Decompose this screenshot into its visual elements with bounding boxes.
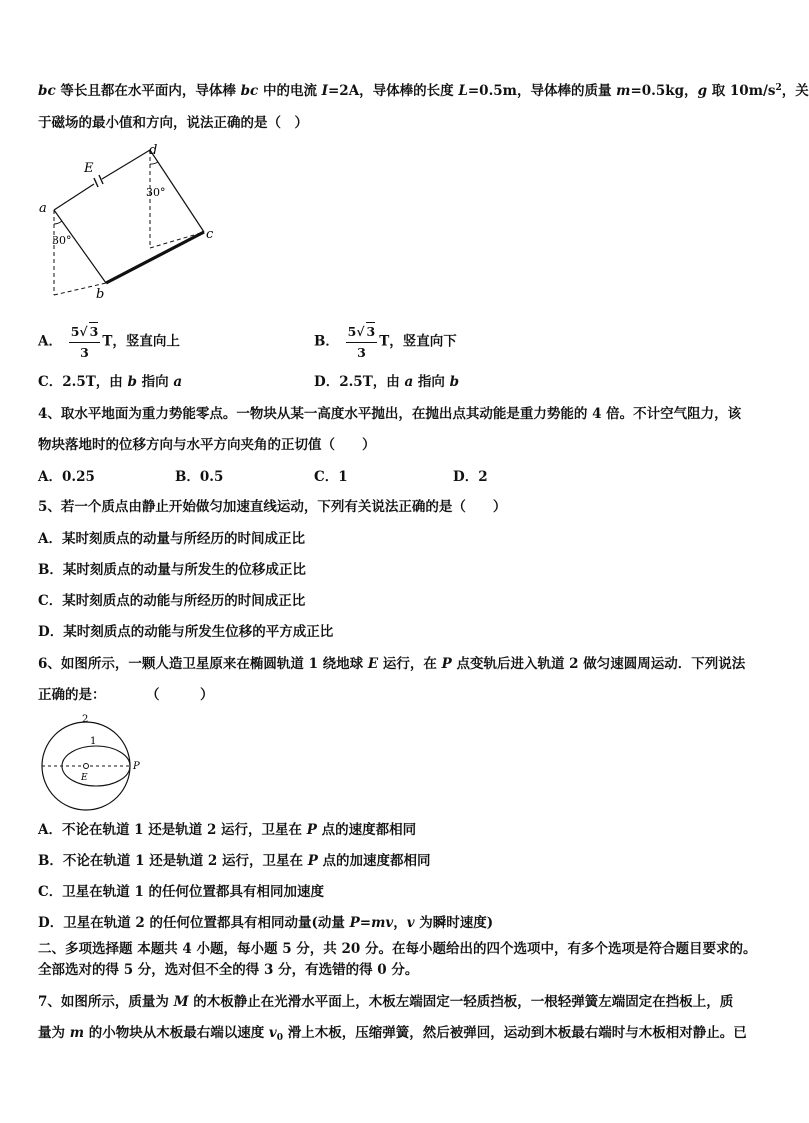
q3-option-b-fraction: $\frac{5√ 3}{3}$ — [347, 324, 376, 360]
q3-label-b: b — [96, 287, 105, 302]
q7-stem-line2: 量为 m 的小物块从木板最右端以速度 $v_0$ 滑上木板，压缩弹簧，然后被弹回，运动到木板最右端时与木板相对静止。已 — [38, 1025, 747, 1043]
q6-label-p: P — [133, 761, 140, 772]
q4-option-c[interactable]: C．1 — [314, 469, 348, 485]
q6-stem-line2: 正确的是： （ ） — [38, 687, 214, 703]
q4-option-a[interactable]: A．0.25 — [38, 469, 95, 485]
q3-label-E: E — [84, 161, 94, 176]
section2-heading-line2: 全部选对的得 5 分，选对但不全的得 3 分，有选错的得 0 分。 — [38, 962, 419, 978]
section2-heading-line1: 二、多项选择题 本题共 4 小题，每小题 5 分，共 20 分。在每小题给出的四个选项中，有多个选项是符合题目要求的。 — [38, 941, 757, 957]
q3-stem-line2: 于磁场的最小值和方向，说法正确的是（ ） — [38, 115, 308, 131]
q6-orbit-figure — [36, 712, 146, 812]
q5-option-c[interactable]: C．某时刻质点的动能与所经历的时间成正比 — [38, 593, 306, 609]
q4-stem-line1: 4、取水平地面为重力势能零点。一物块从某一高度水平抛出，在抛出点其动能是重力势能的 4 倍。不计空气阻力，该 — [38, 406, 742, 422]
q5-option-d[interactable]: D．某时刻质点的动能与所发生位移的平方成正比 — [38, 624, 334, 640]
q3-option-d[interactable]: D．2.5T，由 a 指向 b — [314, 374, 460, 390]
q5-option-b[interactable]: B．某时刻质点的动量与所发生的位移成正比 — [38, 562, 306, 578]
q6-label-orbit1: 1 — [90, 736, 97, 747]
q3-label-a: a — [39, 201, 47, 216]
q6-label-orbit2: 2 — [82, 714, 89, 725]
q3-angle-left: 30° — [52, 234, 72, 247]
q7-stem-line1: 7、如图所示，质量为 M 的木板静止在光滑水平面上，木板左端固定一轻质挡板，一根轻弹簧左端固定在挡板上，质 — [38, 994, 734, 1010]
q3-stem-line1: bc 等长且都在水平面内，导体棒 bc 中的电流 I=2A，导体棒的长度 L=0.5m，导体棒的质量 m=0.5kg，g 取 $10m/s^2$，关 — [38, 83, 809, 99]
q5-option-a[interactable]: A．某时刻质点的动量与所经历的时间成正比 — [38, 531, 305, 547]
q6-option-d[interactable]: D．卫星在轨道 2 的任何位置都具有相同动量(动量 P=mv，v 为瞬时速度) — [38, 915, 494, 931]
q6-label-earth: E — [81, 773, 88, 783]
q6-stem-line1: 6、如图所示，一颗人造卫星原来在椭圆轨道 1 绕地球 E 运行，在 P 点变轨后进入轨道 2 做匀速圆周运动．下列说法 — [38, 656, 746, 672]
q6-option-c[interactable]: C．卫星在轨道 1 的任何位置都具有相同加速度 — [38, 884, 325, 900]
q3-option-b[interactable]: B． $\frac{5√ 3}{3}$ T，竖直向下 — [314, 324, 457, 360]
q3-option-a-fraction: $\frac{5√ 3}{3}$ — [70, 324, 99, 360]
q3-rail-figure — [36, 140, 226, 305]
q3-angle-top: 30° — [146, 186, 166, 199]
q3-option-c[interactable]: C．2.5T，由 b 指向 a — [38, 374, 183, 390]
q6-option-a[interactable]: A．不论在轨道 1 还是轨道 2 运行，卫星在 P 点的速度都相同 — [38, 822, 417, 838]
q3-label-d: d — [149, 143, 158, 158]
q3-option-a[interactable]: A． $\frac{5√ 3}{3}$ T，竖直向上 — [38, 324, 180, 360]
q4-stem-line2: 物块落地时的位移方向与水平方向夹角的正切值（ ） — [38, 437, 376, 453]
q3-label-c: c — [206, 227, 214, 242]
q4-option-d[interactable]: D．2 — [453, 469, 488, 485]
q6-option-b[interactable]: B．不论在轨道 1 还是轨道 2 运行，卫星在 P 点的加速度都相同 — [38, 853, 431, 869]
q4-option-b[interactable]: B．0.5 — [175, 469, 224, 485]
q5-stem: 5、若一个质点由静止开始做匀加速直线运动，下列有关说法正确的是（ ） — [38, 499, 507, 515]
